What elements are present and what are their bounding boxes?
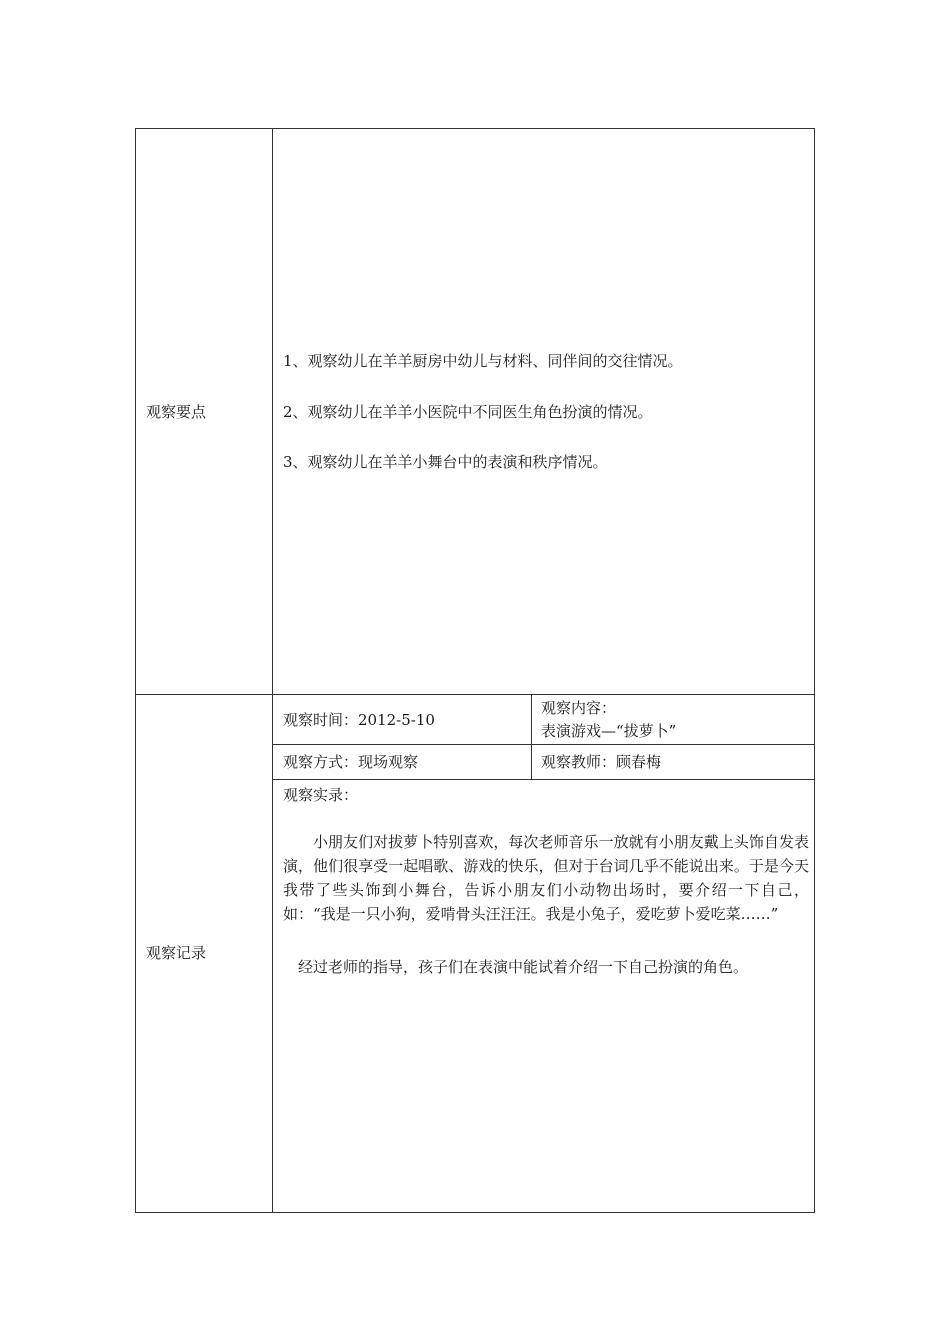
record-title: 观察实录： <box>283 786 359 804</box>
info-column-divider <box>531 694 532 779</box>
record-paragraph-2: 经过老师的指导，孩子们在表演中能试着介绍一下自己扮演的角色。 <box>298 958 749 976</box>
section1-label: 观察要点 <box>146 403 207 421</box>
subrow-divider-1 <box>272 744 815 745</box>
observation-point-1: 1、观察幼儿在羊羊厨房中幼儿与材料、同伴间的交往情况。 <box>283 352 683 370</box>
section2-label: 观察记录 <box>146 944 207 962</box>
observation-teacher: 观察教师：顾春梅 <box>541 753 662 771</box>
observation-point-2: 2、观察幼儿在羊羊小医院中不同医生角色扮演的情况。 <box>283 403 653 421</box>
observation-content-value: 表演游戏—“拔萝卜” <box>541 722 677 740</box>
observation-method: 观察方式：现场观察 <box>283 753 419 771</box>
record-paragraph-1: 小朋友们对拔萝卜特别喜欢，每次老师音乐一放就有小朋友戴上头饰自发表演，他们很享受一起唱歌、游戏的快乐，但对于台词几乎不能说出来。于是今天我带了些头饰到小舞台，告诉小朋友们小动物出场时，要介绍一下自己，如：“我是一只小狗，爱啃骨头汪汪汪。我是小兔子，爱吃萝卜爱吃菜……” <box>283 833 809 923</box>
observation-content-label: 观察内容： <box>541 699 617 717</box>
observation-table <box>135 128 815 1213</box>
column-divider <box>272 128 273 1213</box>
subrow-divider-2 <box>272 779 815 780</box>
observation-time: 观察时间：2012-5-10 <box>283 711 435 729</box>
section-divider <box>135 694 815 695</box>
observation-point-3: 3、观察幼儿在羊羊小舞台中的表演和秩序情况。 <box>283 453 608 471</box>
